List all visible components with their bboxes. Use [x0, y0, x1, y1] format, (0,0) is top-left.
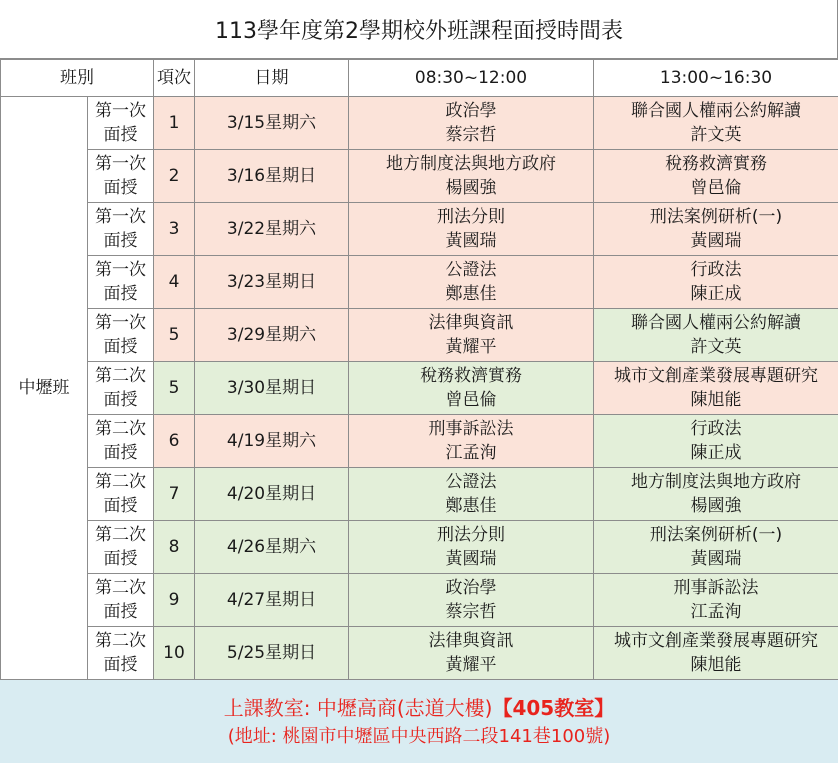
- morning-course-cell: [349, 203, 594, 256]
- date-cell: 3/16星期日: [195, 150, 349, 203]
- session-label: 第二次: [95, 578, 146, 598]
- table-row: [1, 97, 838, 150]
- afternoon-course-cell: [594, 468, 838, 521]
- course-name: 政治學: [445, 101, 497, 121]
- morning-course-cell: [349, 97, 594, 150]
- morning-course-cell: [349, 468, 594, 521]
- session-label: 第二次: [95, 366, 146, 386]
- item-number: 8: [154, 521, 195, 574]
- course-name: 聯合國人權兩公約解讀: [631, 313, 801, 333]
- classroom-room: 【405教室】: [492, 695, 615, 720]
- course-name: 城市文創產業發展專題研究: [614, 631, 818, 651]
- header-date: 日期: [195, 60, 349, 97]
- course-name: 行政法: [690, 419, 742, 439]
- item-number: 5: [154, 362, 195, 415]
- course-name: 刑法案例研析(一): [649, 207, 783, 227]
- session-cell: [88, 415, 154, 468]
- item-number: 9: [154, 574, 195, 627]
- course-name: 法律與資訊: [428, 631, 514, 651]
- teacher-name: 黃國瑞: [690, 231, 742, 251]
- header-morning: 08:30~12:00: [349, 60, 594, 97]
- afternoon-course-cell: [594, 256, 838, 309]
- teacher-name: 陳旭能: [690, 390, 742, 410]
- afternoon-course-cell: [594, 97, 838, 150]
- afternoon-course-cell: [594, 627, 838, 680]
- teacher-name: 黃耀平: [445, 337, 497, 357]
- table-row: [1, 521, 838, 574]
- date-cell: 3/30星期日: [195, 362, 349, 415]
- session-cell: [88, 309, 154, 362]
- header-class: 班別: [1, 60, 154, 97]
- session-cell: [88, 203, 154, 256]
- session-type: 面授: [103, 337, 138, 357]
- item-number: 6: [154, 415, 195, 468]
- course-name: 地方制度法與地方政府: [631, 472, 801, 492]
- course-name: 聯合國人權兩公約解讀: [631, 101, 801, 121]
- table-row: [1, 362, 838, 415]
- item-number: 4: [154, 256, 195, 309]
- date-cell: 3/15星期六: [195, 97, 349, 150]
- session-label: 第一次: [95, 154, 146, 174]
- morning-course-cell: [349, 415, 594, 468]
- item-number: 2: [154, 150, 195, 203]
- header-row: [1, 60, 838, 97]
- session-label: 第一次: [95, 207, 146, 227]
- morning-course-cell: [349, 309, 594, 362]
- session-type: 面授: [103, 178, 138, 198]
- teacher-name: 鄭惠佳: [445, 496, 497, 516]
- table-row: [1, 415, 838, 468]
- course-name: 政治學: [445, 578, 497, 598]
- afternoon-course-cell: [594, 415, 838, 468]
- session-type: 面授: [103, 549, 138, 569]
- teacher-name: 曾邑倫: [445, 390, 497, 410]
- table-row: [1, 627, 838, 680]
- item-number: 5: [154, 309, 195, 362]
- item-number: 7: [154, 468, 195, 521]
- session-type: 面授: [103, 125, 138, 145]
- course-name: 刑法分則: [437, 525, 505, 545]
- teacher-name: 黃國瑞: [690, 549, 742, 569]
- morning-course-cell: [349, 150, 594, 203]
- course-name: 刑事訴訟法: [673, 578, 759, 598]
- teacher-name: 蔡宗哲: [445, 602, 497, 622]
- teacher-name: 黃國瑞: [445, 549, 497, 569]
- morning-course-cell: [349, 521, 594, 574]
- date-cell: 4/27星期日: [195, 574, 349, 627]
- morning-course-cell: [349, 574, 594, 627]
- teacher-name: 曾邑倫: [690, 178, 742, 198]
- session-cell: [88, 150, 154, 203]
- date-cell: 3/29星期六: [195, 309, 349, 362]
- session-cell: [88, 362, 154, 415]
- course-name: 刑法分則: [437, 207, 505, 227]
- session-label: 第一次: [95, 101, 146, 121]
- item-number: 1: [154, 97, 195, 150]
- teacher-name: 江孟洵: [690, 602, 742, 622]
- table-row: [1, 203, 838, 256]
- session-cell: [88, 468, 154, 521]
- afternoon-course-cell: [594, 309, 838, 362]
- session-type: 面授: [103, 443, 138, 463]
- class-name-cell: 中壢班: [1, 97, 88, 680]
- course-name: 地方制度法與地方政府: [386, 154, 556, 174]
- afternoon-course-cell: [594, 203, 838, 256]
- item-number: 3: [154, 203, 195, 256]
- teacher-name: 黃國瑞: [445, 231, 497, 251]
- teacher-name: 陳旭能: [690, 655, 742, 675]
- session-type: 面授: [103, 390, 138, 410]
- course-name: 公證法: [445, 472, 497, 492]
- session-type: 面授: [103, 284, 138, 304]
- session-cell: [88, 97, 154, 150]
- teacher-name: 黃耀平: [445, 655, 497, 675]
- session-label: 第二次: [95, 419, 146, 439]
- teacher-name: 許文英: [690, 125, 742, 145]
- classroom-info: [0, 679, 838, 763]
- afternoon-course-cell: [594, 521, 838, 574]
- afternoon-course-cell: [594, 362, 838, 415]
- classroom-location: 上課教室: 中壢高商(志道大樓): [223, 695, 493, 720]
- session-type: 面授: [103, 602, 138, 622]
- header-afternoon: 13:00~16:30: [594, 60, 838, 97]
- morning-course-cell: [349, 362, 594, 415]
- morning-course-cell: [349, 256, 594, 309]
- course-name: 稅務救濟實務: [665, 154, 767, 174]
- table-row: [1, 468, 838, 521]
- teacher-name: 許文英: [690, 337, 742, 357]
- header-item: 項次: [154, 60, 195, 97]
- session-type: 面授: [103, 496, 138, 516]
- teacher-name: 江孟洵: [445, 443, 497, 463]
- session-label: 第二次: [95, 525, 146, 545]
- date-cell: 4/26星期六: [195, 521, 349, 574]
- classroom-address: (地址: 桃園市中壢區中央西路二段141巷100號): [227, 725, 611, 747]
- table-row: [1, 309, 838, 362]
- date-cell: 3/22星期六: [195, 203, 349, 256]
- morning-course-cell: [349, 627, 594, 680]
- table-row: [1, 574, 838, 627]
- course-name: 法律與資訊: [428, 313, 514, 333]
- course-name: 城市文創產業發展專題研究: [614, 366, 818, 386]
- date-cell: 4/20星期日: [195, 468, 349, 521]
- session-type: 面授: [103, 231, 138, 251]
- teacher-name: 陳正成: [690, 443, 742, 463]
- date-cell: 3/23星期日: [195, 256, 349, 309]
- session-label: 第二次: [95, 631, 146, 651]
- teacher-name: 楊國強: [445, 178, 497, 198]
- teacher-name: 楊國強: [690, 496, 742, 516]
- course-name: 稅務救濟實務: [420, 366, 522, 386]
- session-cell: [88, 256, 154, 309]
- course-name: 行政法: [690, 260, 742, 280]
- session-cell: [88, 521, 154, 574]
- session-label: 第二次: [95, 472, 146, 492]
- date-cell: 5/25星期日: [195, 627, 349, 680]
- session-type: 面授: [103, 655, 138, 675]
- teacher-name: 陳正成: [690, 284, 742, 304]
- table-row: [1, 150, 838, 203]
- teacher-name: 鄭惠佳: [445, 284, 497, 304]
- session-cell: [88, 627, 154, 680]
- session-cell: [88, 574, 154, 627]
- course-name: 刑事訴訟法: [428, 419, 514, 439]
- afternoon-course-cell: [594, 574, 838, 627]
- table-row: [1, 256, 838, 309]
- session-label: 第一次: [95, 260, 146, 280]
- course-name: 公證法: [445, 260, 497, 280]
- course-name: 刑法案例研析(一): [649, 525, 783, 545]
- teacher-name: 蔡宗哲: [445, 125, 497, 145]
- date-cell: 4/19星期六: [195, 415, 349, 468]
- page-title: 113學年度第2學期校外班課程面授時間表: [0, 0, 838, 59]
- session-label: 第一次: [95, 313, 146, 333]
- afternoon-course-cell: [594, 150, 838, 203]
- item-number: 10: [154, 627, 195, 680]
- classroom-line: [224, 693, 614, 723]
- schedule-table: [0, 59, 838, 680]
